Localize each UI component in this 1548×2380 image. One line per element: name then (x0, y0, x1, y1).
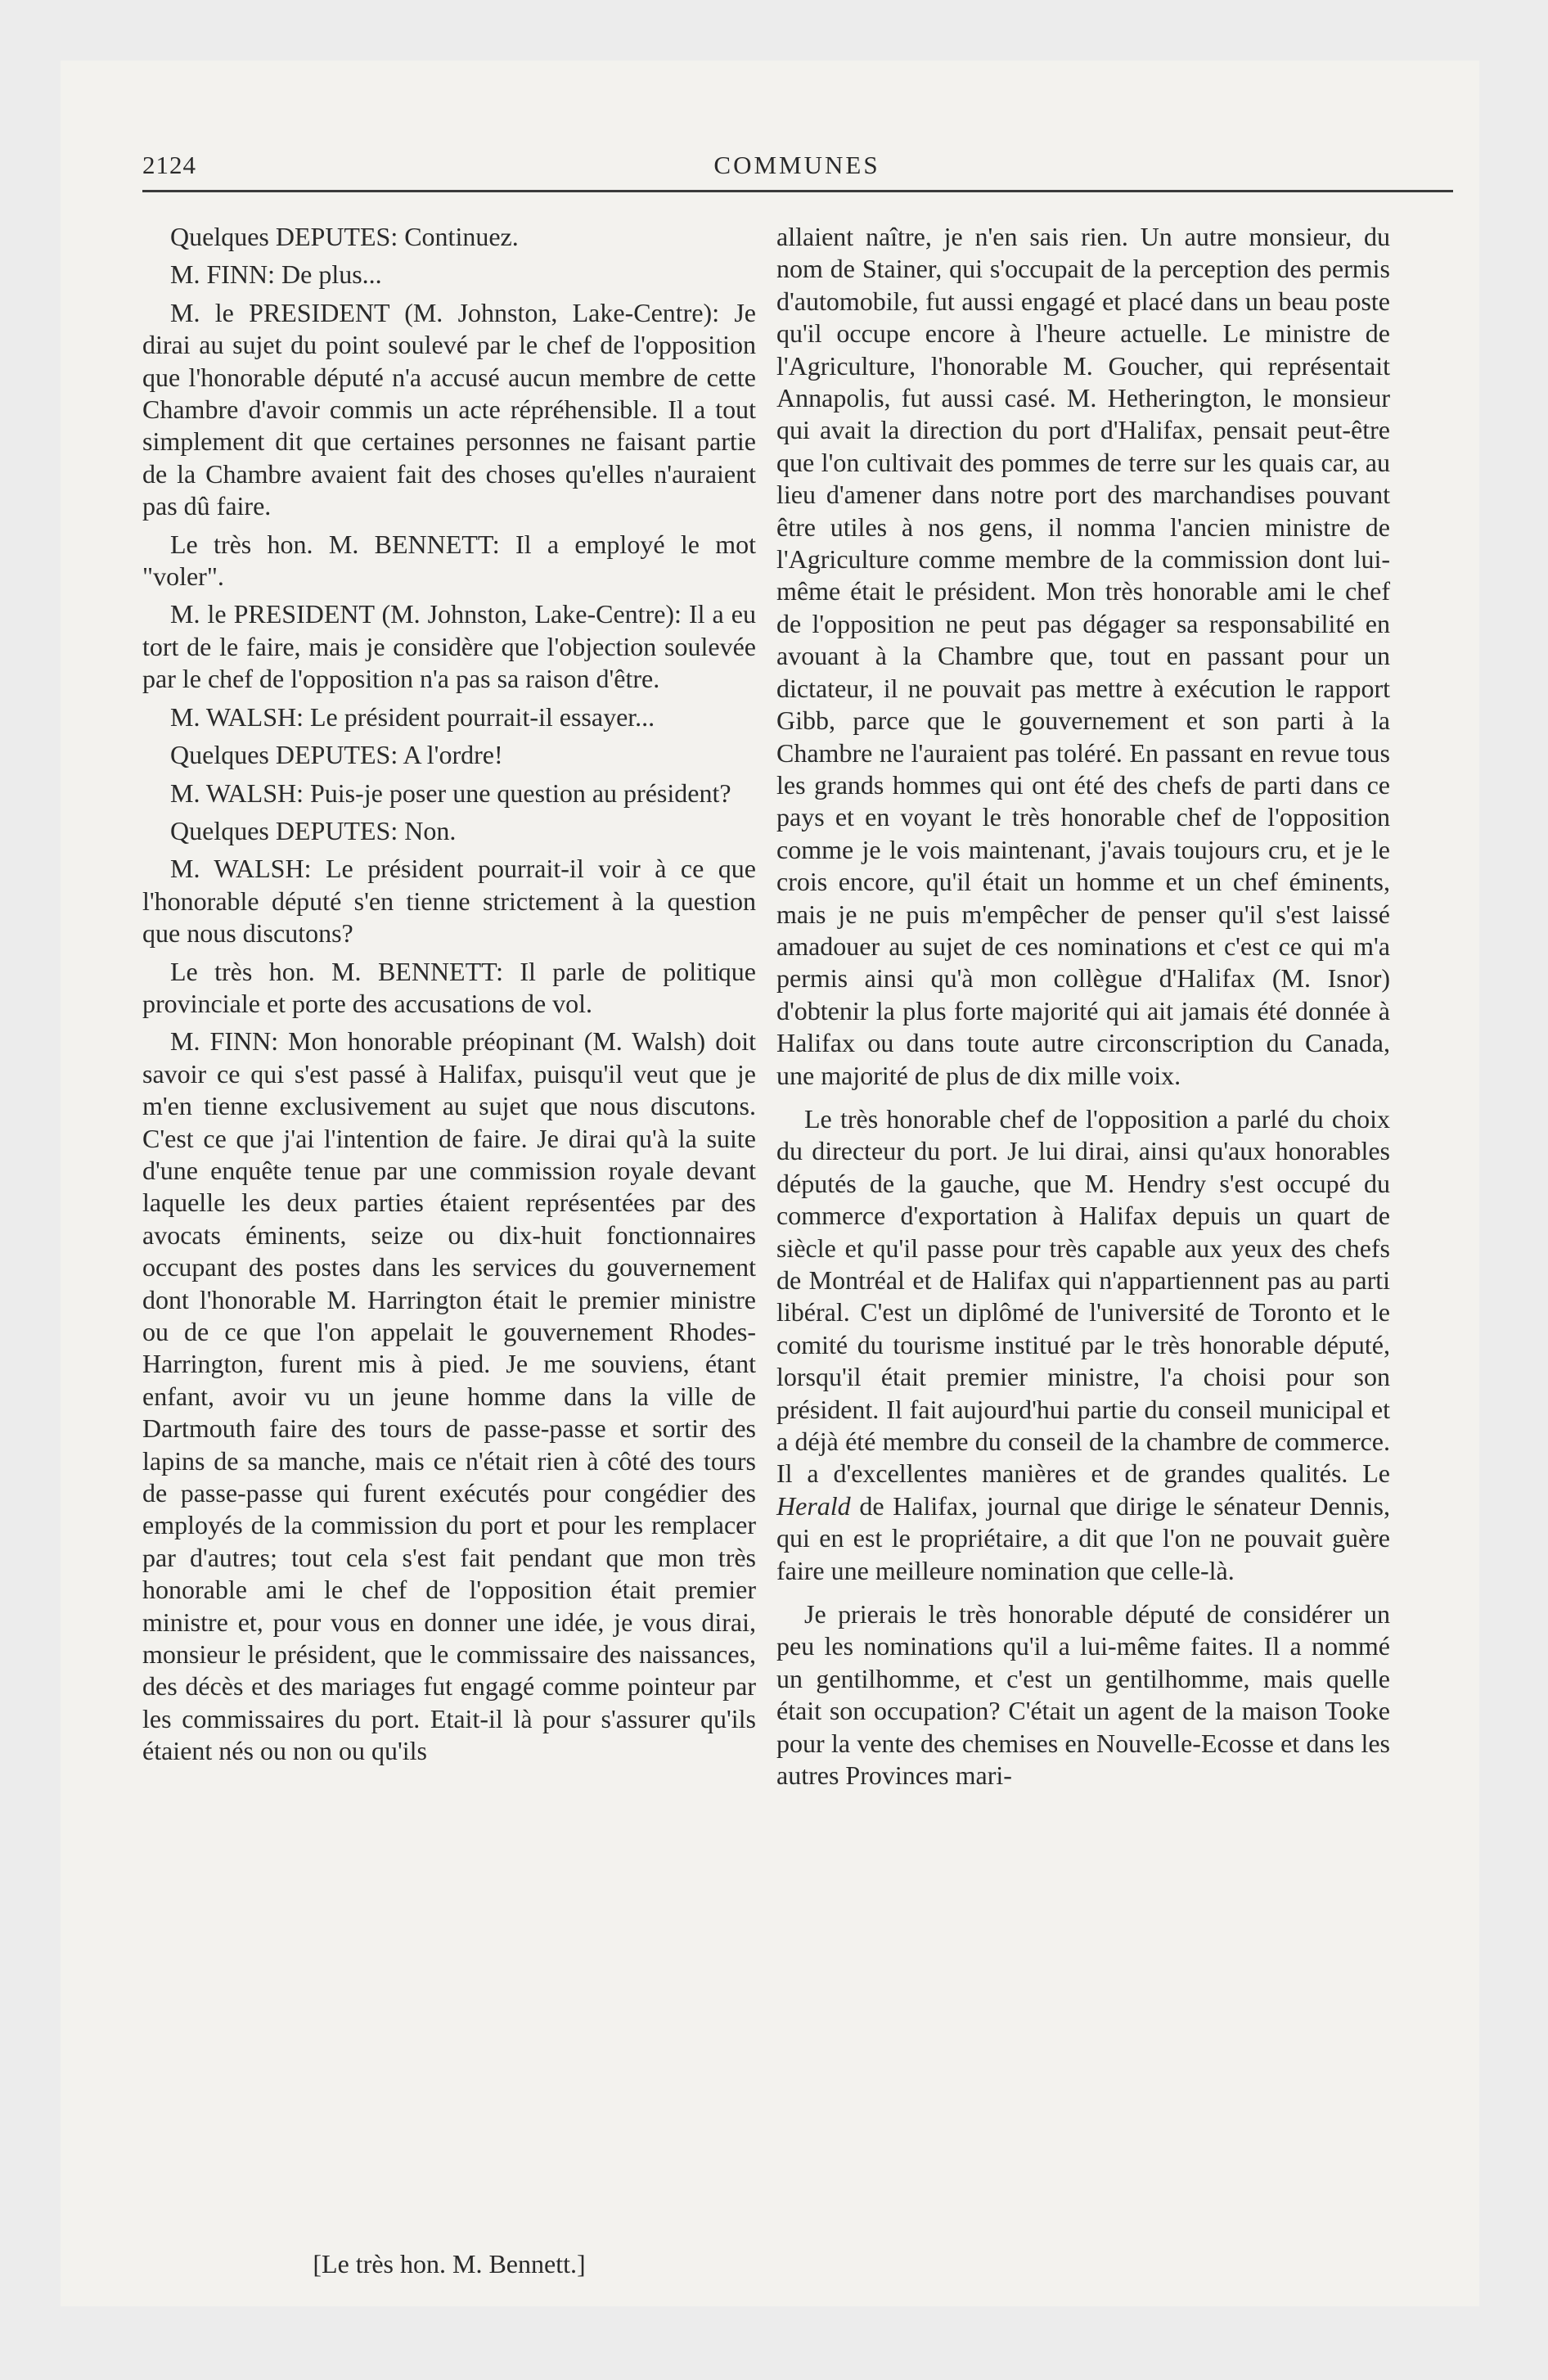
header-rule (142, 190, 1453, 192)
paragraph: Le très hon. M. BENNETT: Il parle de politique provinciale et porte des accusations de vol. (142, 956, 756, 1018)
paragraph: Quelques DEPUTES: A l'ordre! (170, 740, 503, 770)
right-column (776, 221, 1390, 1798)
paragraph: M. le PRESIDENT (M. Johnston, Lake-Centre): Il a eu tort de le faire, mais je considère que l'objection soulevée par le chef de l'opposition n'a pas sa raison d'être. (142, 599, 756, 694)
paragraph: M. FINN: De plus... (170, 259, 382, 290)
paragraph: M. WALSH: Le président pourrait-il essayer... (170, 701, 655, 732)
paragraph (776, 1103, 1390, 1587)
paragraph: Je prierais le très honorable député de considérer un peu les nominations qu'il a lui-même faites. Il a nommé un gentilhomme, et c'est un gentilhomme, mais quelle était son occupation? C'était un agent de la maison Tooke pour la vente des chemises en Nouvelle-Ecosse et dans les autres Provinces mari- (776, 1599, 1390, 1791)
speaker-footer: [Le très hon. M. Bennett.] (313, 2249, 586, 2279)
paragraph: Le très hon. M. BENNETT: Il a employé le mot "voler". (142, 529, 756, 592)
paragraph-text: de Halifax, journal que dirige le sénateur Dennis, qui en est le propriétaire, a dit que l'on ne pouvait guère faire une meilleure nomination que celle-là. (776, 1490, 1390, 1585)
page-header (142, 151, 1451, 200)
paragraph: Quelques DEPUTES: Continuez. (170, 222, 519, 251)
page-number: 2124 (142, 151, 196, 179)
paragraph: M. WALSH: Le président pourrait-il voir à ce que l'honorable député s'en tienne strictement à la question que nous discutons? (142, 854, 756, 949)
paragraph-text: Le très honorable chef de l'opposition a parlé du choix du directeur du port. Je lui dirai, ainsi qu'aux honorables députés de la gauche, que M. Hendry s'est occupé du commerce d'exportation à Halifax depuis un quart de siècle et qu'il passe pour très capable aux yeux des chefs de Montréal et de Halifax qui n'appartiennent pas au parti libéral. C'est un diplômé de l'université de Toronto et le comité du tourisme institué par le très honorable député, lorsqu'il était premier ministre, l'a choisi pour son président. Il fait aujourd'hui partie du conseil municipal et a déjà été membre du conseil de la chambre de commerce. Il a d'excellentes manières et de grandes qualités. Le (776, 1103, 1390, 1489)
paragraph: M. le PRESIDENT (M. Johnston, Lake-Centre): Je dirai au sujet du point soulevé par le chef de l'opposition que l'honorable député n'a accusé aucun membre de cette Chambre d'avoir commis un acte répréhensible. Il a tout simplement dit que certaines personnes ne faisant partie de la Chambre avaient fait des choses qu'elles n'auraient pas dû faire. (142, 297, 756, 521)
paragraph: allaient naître, je n'en sais rien. Un autre monsieur, du nom de Stainer, qui s'occupait de la perception des permis d'automobile, fut aussi engagé et placé dans un beau poste qu'il occupe encore à l'heure actuelle. Le ministre de l'Agriculture, l'honorable M. Goucher, qui représentait Annapolis, fut aussi casé. M. Hetherington, le monsieur qui avait la direction du port d'Halifax, pensait peut-être que l'on cultivait des pommes de terre sur les quais car, au lieu d'amener dans notre port des marchandises pouvant être utiles à nos gens, il nomma l'ancien ministre de l'Agriculture comme membre de la commission dont lui-même était le président. Mon très honorable ami le chef de l'opposition ne peut pas dégager sa responsabilité en avouant à la Chambre que, tout en passant pour un dictateur, il ne pouvait pas mettre à exécution le rapport Gibb, parce que le gouvernement et son parti à la Chambre ne l'auraient pas toléré. En passant en revue tous les grands hommes qui ont été des chefs de parti dans ce pays et en voyant le très honorable chef de l'opposition comme je le vois maintenant, j'avais toujours cru, et je le crois encore, qu'il était un homme et un chef éminents, mais je ne puis m'empêcher de penser qu'il s'est laissé amadouer au sujet de ces nominations et c'est ce qui m'a permis ainsi qu'à mon collègue d'Halifax (M. Isnor) d'obtenir la plus forte majorité qui ait jamais été donnée à Halifax ou dans toute autre circonscription du Canada, une majorité de plus de dix mille voix. (776, 222, 1390, 1090)
left-column (142, 221, 756, 1774)
paragraph: M. WALSH: Puis-je poser une question au président? (170, 778, 731, 808)
running-title: COMMUNES (713, 151, 880, 179)
paragraph: Quelques DEPUTES: Non. (170, 815, 457, 845)
paragraph: M. FINN: Mon honorable préopinant (M. Walsh) doit savoir ce qui s'est passé à Halifax, puisqu'il veut que je m'en tienne exclusivement au sujet que nous discutons. C'est ce que j'ai l'intention de faire. Je dirai qu'à la suite d'une enquête tenue par une commission royale devant laquelle les deux parties étaient représentées par des avocats éminents, seize ou dix-huit fonctionnaires occupant des postes dans les services du gouvernement dont l'honorable M. Harrington était le premier ministre ou de ce que l'on appelait le gouvernement Rhodes-Harrington, furent mis à pied. Je me souviens, étant enfant, avoir vu un jeune homme dans la ville de Dartmouth faire des tours de passe-passe et sortir des lapins de sa manche, mais ce n'était rien à côté des tours de passe-passe qui furent exécutés pour congédier des employés de la commission du port et pour les remplacer par d'autres; tout cela s'est fait pendant que mon très honorable ami le chef de l'opposition était premier ministre et, pour vous en donner une idée, je vous dirai, monsieur le président, que le commissaire des naissances, des décès et des mariages fut engagé comme pointeur par les commissaires du port. Etait-il là pour s'assurer qu'ils étaient nés ou non ou qu'ils (142, 1026, 756, 1766)
page-sheet (61, 61, 1479, 2306)
newspaper-title: Herald (776, 1490, 851, 1521)
